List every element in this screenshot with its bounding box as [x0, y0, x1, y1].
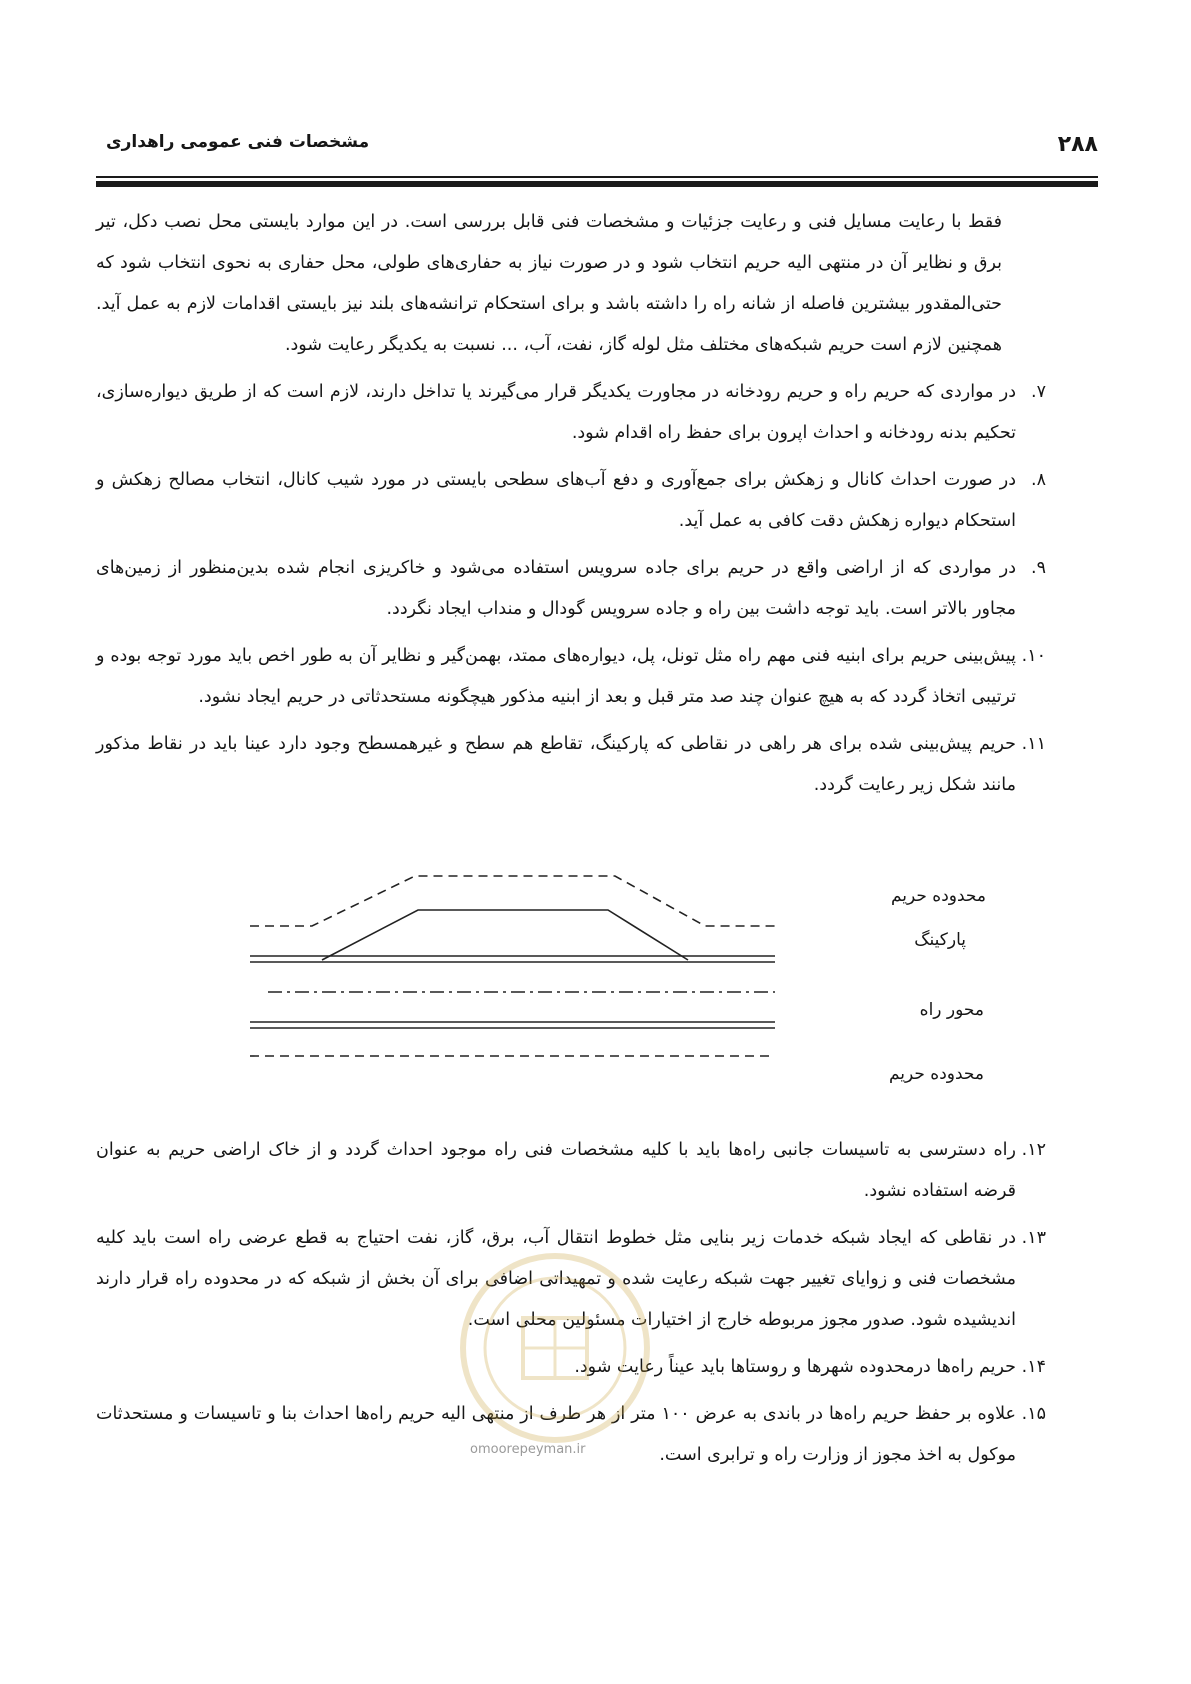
header-rule-thick: [96, 181, 1098, 187]
parking-area-line: [322, 910, 688, 960]
list-item: [96, 636, 1098, 718]
list-item: [96, 460, 1098, 542]
item-number: ۱۲.: [1021, 1140, 1046, 1160]
item-text: علاوه بر حفظ حریم راه‌ها در باندی به عرض ۱۰۰ متر از هر طرف از منتهی الیه حریم راه‌ها احداث بنا و تاسیسات و مستحدثات موکول به اخذ مجوز از وزارت راه و ترابری است.: [96, 1404, 1016, 1465]
item-text: حریم راه‌ها درمحدوده شهرها و روستاها باید عیناً رعایت شود.: [574, 1357, 1016, 1377]
label-road-axis: محور راه: [919, 1000, 984, 1020]
item-number: ۸.: [1031, 470, 1046, 490]
label-parking: پارکینگ: [914, 930, 966, 950]
intro-paragraph: فقط با رعایت مسایل فنی و رعایت جزئیات و مشخصات فنی قابل بررسی است. در این موارد بایستی محل نصب دکل، تیر برق و نظایر آن در منتهی الیه حریم انتخاب شود و در صورت نیاز به حفاری‌های طولی، محل حفاری به نحوی انتخاب شود که حتی‌المقدور بیشترین فاصله از شانه راه را داشته باشد و برای استحکام ترانشه‌های بلند نیز بایستی اقدامات لازم به عمل آید. همچنین لازم است حریم شبکه‌های مختلف مثل لوله گاز، نفت، آب، ... نسبت به یکدیگر رعایت شود.: [96, 212, 1002, 355]
body-text-top: [96, 202, 1098, 812]
road-buffer-figure: [240, 858, 1000, 1098]
watermark-url: omoorepeyman.ir: [470, 1442, 586, 1457]
item-text: راه دسترسی به تاسیسات جانبی راه‌ها باید با کلیه مشخصات فنی راه موجود احداث گردد و از خاک اراضی حریم به عنوان قرضه استفاده نشود.: [96, 1140, 1016, 1201]
label-buffer-bottom: محدوده حریم: [888, 1064, 984, 1084]
item-number: ۷.: [1031, 382, 1046, 402]
page-header: [96, 132, 1098, 162]
item-number: ۱۵.: [1021, 1404, 1046, 1424]
item-number: ۹.: [1031, 558, 1046, 578]
label-buffer-top: محدوده حریم: [890, 886, 986, 906]
list-item: [96, 1130, 1098, 1212]
item-number: ۱۴.: [1021, 1357, 1046, 1377]
road-buffer-diagram: [240, 858, 1000, 1098]
buffer-boundary-top-line: [250, 876, 775, 926]
header-title: مشخصات فنی عمومی راهداری: [106, 132, 370, 152]
watermark-seal-icon: [455, 1248, 655, 1448]
item-text: در نقاطی که ایجاد شبکه خدمات زیر بنایی مثل خطوط انتقال آب، برق، گاز، نفت احتیاج به قطع عرضی راه است باید کلیه مشخصات فنی و زوایای تغییر جهت شبکه رعایت شده و تمهیداتی اضافی برای آن بخش از شبکه که در محدوده راه قرار دارند اندیشیده شود. صدور مجوز مربوطه خارج از اختیارات مسئولین محلی است.: [96, 1228, 1016, 1330]
item-number: ۱۱.: [1021, 734, 1046, 754]
item-text: در صورت احداث کانال و زهکش برای جمع‌آوری و دفع آب‌های سطحی بایستی در مورد شیب کانال، انتخاب مصالح زهکش و استحکام دیواره زهکش دقت کافی به عمل آید.: [96, 470, 1016, 531]
item-text: پیش‌بینی حریم برای ابنیه فنی مهم راه مثل تونل، پل، دیواره‌های ممتد، بهمن‌گیر و نظایر آن به طور اخص باید مورد توجه بوده و ترتیبی اتخاذ گردد که به هیچ عنوان چند صد متر قبل و بعد از ابنیه مذکور هیچگونه مستحدثاتی در حریم ایجاد نشود.: [96, 646, 1016, 707]
item-text: حریم پیش‌بینی شده برای هر راهی در نقاطی که پارکینگ، تقاطع هم سطح و غیرهمسطح وجود دارد عینا باید در نقاط مذکور مانند شکل زیر رعایت گردد.: [96, 734, 1016, 795]
item-number: ۱۰.: [1021, 646, 1046, 666]
list-item: [96, 548, 1098, 630]
list-item: [96, 724, 1098, 806]
list-item: [96, 372, 1098, 454]
item-text: در مواردی که از اراضی واقع در حریم برای جاده سرویس استفاده می‌شود و خاکریزی انجام شده بدین‌منظور از زمین‌های مجاور بالاتر است. باید توجه داشت بین راه و جاده سرویس گودال و منداب ایجاد نگردد.: [96, 558, 1016, 619]
page-number: ۲۸۸: [1057, 132, 1098, 157]
header-rule: [96, 176, 1098, 178]
item-number: ۱۳.: [1021, 1228, 1046, 1248]
item-text: در مواردی که حریم راه و حریم رودخانه در مجاورت یکدیگر قرار می‌گیرند یا تداخل دارند، لازم است که از طریق دیواره‌سازی، تحکیم بدنه رودخانه و احداث اپرون برای حفظ راه اقدام شود.: [96, 382, 1016, 443]
